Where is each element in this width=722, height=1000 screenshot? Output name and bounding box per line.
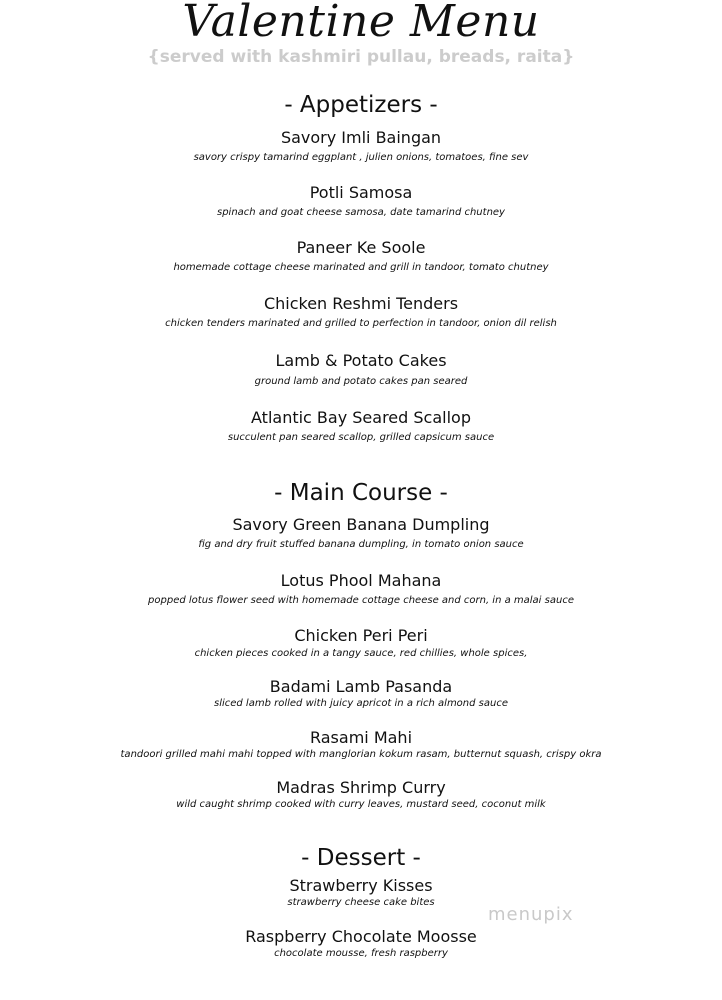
dish-name: Raspberry Chocolate Moosse (245, 927, 477, 946)
dish-name: Strawberry Kisses (289, 876, 433, 895)
dish-name: Paneer Ke Soole (296, 238, 426, 257)
dish-name: Rasami Mahi (309, 728, 413, 747)
dish-name: Lamb & Potato Cakes (275, 351, 447, 370)
dish-description: fig and dry fruit stuffed banana dumpling, in tomato onion sauce (198, 539, 524, 550)
section-title-appetizers: - Appetizers - (284, 92, 438, 118)
dish-description: chicken pieces cooked in a tangy sauce, red chillies, whole spices, (194, 648, 528, 659)
dish-description: succulent pan seared scallop, grilled capsicum sauce (227, 432, 495, 443)
menu-subtitle: {served with kashmiri pullau, breads, raita} (147, 47, 575, 67)
dish-name: Badami Lamb Pasanda (269, 677, 453, 696)
dish-name: Savory Green Banana Dumpling (232, 515, 490, 534)
dish-description: wild caught shrimp cooked with curry leaves, mustard seed, coconut milk (176, 799, 546, 810)
dish-description: spinach and goat cheese samosa, date tamarind chutney (217, 207, 505, 218)
dish-name: Atlantic Bay Seared Scallop (251, 408, 471, 427)
menupix-watermark: menupix (488, 904, 574, 925)
dish-name: Madras Shrimp Curry (276, 778, 446, 797)
section-title-dessert: - Dessert - (301, 845, 421, 871)
menu-title: Valentine Menu (182, 0, 540, 47)
dish-description: ground lamb and potato cakes pan seared (254, 376, 468, 387)
dish-description: savory crispy tamarind eggplant , julien onions, tomatoes, fine sev (193, 152, 529, 163)
section-title-main-course: - Main Course - (274, 480, 448, 506)
dish-description: tandoori grilled mahi mahi topped with manglorian kokum rasam, butternut squash, crispy okra (120, 749, 602, 760)
dish-description: strawberry cheese cake bites (287, 897, 435, 908)
dish-description: chocolate mousse, fresh raspberry (274, 948, 448, 959)
dish-description: sliced lamb rolled with juicy apricot in a rich almond sauce (213, 698, 508, 709)
dish-name: Potli Samosa (309, 183, 413, 202)
dish-name: Chicken Reshmi Tenders (263, 294, 459, 313)
dish-description: popped lotus flower seed with homemade cottage cheese and corn, in a malai sauce (148, 595, 574, 606)
dish-name: Lotus Phool Mahana (280, 571, 442, 590)
dish-name: Chicken Peri Peri (294, 626, 428, 645)
dish-description: chicken tenders marinated and grilled to perfection in tandoor, onion dil relish (165, 318, 557, 329)
dish-description: homemade cottage cheese marinated and grill in tandoor, tomato chutney (173, 262, 549, 273)
dish-name: Savory Imli Baingan (280, 128, 442, 147)
